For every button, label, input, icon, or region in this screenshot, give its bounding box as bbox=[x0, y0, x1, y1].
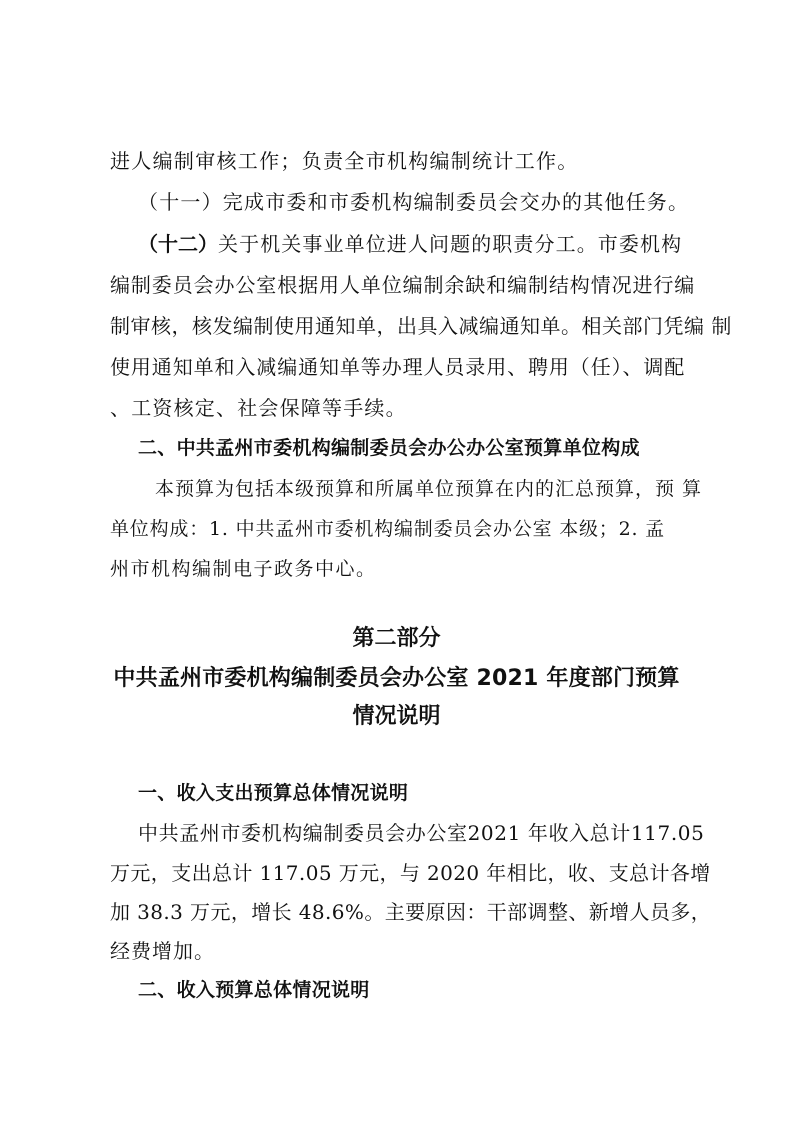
body-line: 、工资核定、社会保障等手续。 bbox=[110, 396, 407, 420]
body-line: 中共孟州市委机构编制委员会办公室2021 年收入总计117.05 bbox=[138, 821, 705, 845]
body-line: 进人编制审核工作；负责全市机构编制统计工作。 bbox=[110, 149, 579, 173]
body-line: 制审核，核发编制使用通知单，出具入减编通知单。相关部门凭编 制 bbox=[110, 314, 732, 338]
body-line: 万元，支出总计 117.05 万元，与 2020 年相比，收、支总计各增 bbox=[110, 861, 711, 885]
page-title: 中共孟州市委机构编制委员会办公室 2021 年度部门预算 bbox=[113, 666, 680, 691]
body-line: （十一）完成市委和市委机构编制委员会交办的其他任务。 bbox=[138, 190, 690, 214]
section-heading: 二、收入预算总体情况说明 bbox=[138, 979, 370, 1001]
section-heading: 一、收入支出预算总体情况说明 bbox=[138, 782, 409, 804]
body-line: 使用通知单和入减编通知单等办理人员录用、聘用（任）、调配 bbox=[110, 355, 686, 379]
body-line: 编制委员会办公室根据用人单位编制余缺和编制结构情况进行编 bbox=[110, 273, 696, 297]
item-number: （十二） bbox=[138, 232, 218, 256]
section-heading: 二、中共孟州市委机构编制委员会办公办公室预算单位构成 bbox=[138, 437, 640, 459]
body-line: 单位构成：1. 中共孟州市委机构编制委员会办公室 本级；2. 孟 bbox=[110, 518, 665, 540]
body-line: 本预算为包括本级预算和所属单位预算在内的汇总预算，预 算 bbox=[155, 478, 703, 500]
body-line bbox=[138, 231, 682, 258]
item-text: 关于机关事业单位进人问题的职责分工。市委机构 bbox=[218, 232, 683, 256]
body-line: 州市机构编制电子政务中心。 bbox=[110, 558, 377, 580]
body-line: 经费增加。 bbox=[110, 939, 215, 963]
body-line: 加 38.3 万元，增长 48.6%。主要原因：干部调整、新增人员多， bbox=[110, 900, 712, 924]
part-label: 第二部分 bbox=[352, 626, 441, 651]
page-subtitle: 情况说明 bbox=[352, 704, 441, 729]
